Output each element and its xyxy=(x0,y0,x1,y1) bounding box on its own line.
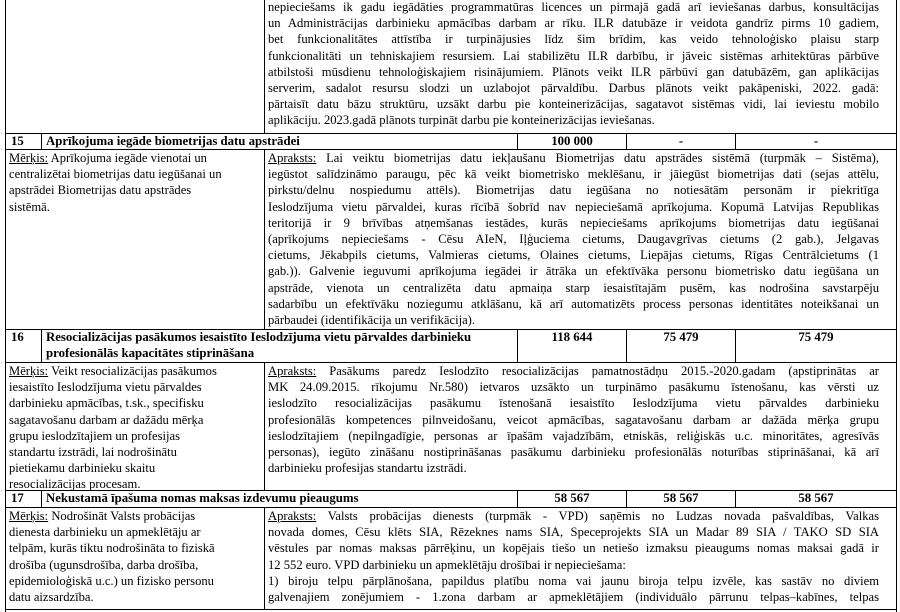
text-line: ieslodzīto resocializācijas pasākumu īstenošanā iesaistīto Ieslodzījuma vietu pārvaldes darbinieku xyxy=(268,396,879,411)
value-cell: 118 644 xyxy=(551,330,593,344)
text-line: vēstules par nomas maksas pārrēķinu, un kopējais tiešo un netiešo izmaksu pieaugums nomas maksai gadā ir xyxy=(268,541,879,556)
text-line: gab.)). Galvenie ieguvumi aprīkojuma iegādei ir ātrāka un efektīvāka personu biometrisko datu iegūšana un xyxy=(268,264,879,279)
goal-cell xyxy=(9,508,261,605)
text-line: sistēmā. xyxy=(9,199,50,214)
text-line: (aprīkojums nepieciešams - Cēsu AIeN, Iļģuciema cietums, Daugavgrīvas cietums (2 gab.), Jelgavas xyxy=(268,232,879,247)
text-line: darbinieku profesijas standartu izstrādi. xyxy=(268,461,467,476)
text-line: Aprīkojuma iegāde vienotai un xyxy=(48,151,207,165)
text-line: Pasākums paredz Ieslodzīto resocializācijas pamatnostādņu 2015.-2020.gadam (apstiprinātas ar xyxy=(316,364,879,378)
column-divider xyxy=(264,149,265,330)
row-title xyxy=(46,330,471,361)
text-line: Veikt resocializācijas pasākumos xyxy=(48,364,217,378)
text-line: apstrādei Biometrijas datu apstrādes xyxy=(9,183,192,198)
text-line: galvenajiem zonējumiem - 1.zona darbam ar apmeklētājiem (individuālo pārrunu telpas–kabīnes, telpas xyxy=(268,590,879,605)
text-line: standartu izstrādi, lai nodrošinātu xyxy=(9,445,177,460)
column-divider xyxy=(41,329,42,363)
column-divider xyxy=(264,362,265,491)
text-line: profesionālās kompetences pilnveidošanu, veicot apmācības, sagatavošanu darbam ar dažāda mērķa grupu xyxy=(268,412,879,427)
text-line: centralizētai biometrijas datu iegūšanai un xyxy=(9,167,222,182)
value-cell: 58 567 xyxy=(798,491,834,505)
text-line: pārbaudei (identifikācija un verifikācija). xyxy=(268,313,475,328)
text-line: novada domes, Cēsu klēts SIA, Rēzeknes nams SIA, Speceprojekts SIA un Madar 89 SIA / TAKO SD SIA xyxy=(268,525,879,540)
text-line: darbinieku apmācības, t.sk., specifisku xyxy=(9,396,204,411)
table-border-bottom xyxy=(5,609,897,610)
text-line: pirkstu/delnu nospiedumu attēls). Biometrijas datu iegūšana no notiesātām personām ir piekritīga xyxy=(268,183,879,198)
row-number: 15 xyxy=(11,134,24,148)
text-line: bet funkcionalitātes attīstība ir turpinājusies līdz šim brīdim, kas veido tehnoloģisko plaisu starp xyxy=(268,32,879,47)
value-cell: 75 479 xyxy=(798,330,834,344)
description-cell xyxy=(268,150,879,328)
text-line: Nodrošināt Valsts probācijas xyxy=(48,509,196,523)
row-number: 16 xyxy=(11,330,24,344)
description-cell xyxy=(268,508,879,605)
description-label: Apraksts: xyxy=(268,364,317,378)
text-line: un Administrācijas darbinieku apmācības darbam ar rīku. ILR datubāze ir veidota gandrīz pirms 10 gadiem, xyxy=(268,16,879,31)
text-line: sadarbību un efektīvāku noziegumu atklāšanu, kā arī automatizēts process personas identitātes noteikšanai un xyxy=(268,296,879,311)
goal-label: Mērķis: xyxy=(9,364,49,378)
text-line: 1) biroju telpu pārplānošana, papildus platību noma vai jaunu biroja telpu izvēle, kas sastāv no diviem xyxy=(268,573,879,588)
row-title: Nekustamā īpašuma nomas maksas izdevumu pieaugums xyxy=(46,491,359,505)
value-cell: - xyxy=(813,134,819,148)
text-line: teritorijā ir 9 brīvības atņemšanas iestādes, kurās nepieciešams aprīkojums biometrijas datu iegūšanai xyxy=(268,215,879,230)
text-line: personas), iegūto zināšanu nostiprināšanas pasākumu darbinieku profesionālās noturības stiprināšanai, kā arī xyxy=(268,445,879,460)
text-line: iegūstot salīdzināmo paraugu, pēc kā veikt biometrisko meklēšanu, ir jāiegūst biometrijas dati (sejas attēlu, xyxy=(268,167,879,182)
title-line: Resocializācijas pasākumos iesaistīto Ieslodzījuma vietu pārvaldes darbinieku xyxy=(46,330,472,344)
value-cell: 100 000 xyxy=(551,134,593,148)
goal-cell xyxy=(9,363,261,493)
text-line: serverim, sadalot resursu slodzi un uzlabojot pārvaldību. Darbus plānots veikt pakāpeniski, 2022. gadā: xyxy=(268,81,879,96)
text-line: grupu ieslodzītajiem un profesijas xyxy=(9,428,181,443)
text-line: atbilstoši mūsdienu tehnoloģiskajiem risinājumiem. Plānots veikt ILR pārbūvi gan datubāzēm, gan aplikācijas xyxy=(268,64,879,79)
text-line: funkcionalitāti un tehniskajiem resursiem. Lai stabilizētu ILR darbību, ir jāveic sistēmas arhitektūras pārbūve xyxy=(268,48,879,63)
column-divider xyxy=(264,507,265,610)
goal-label: Mērķis: xyxy=(9,151,49,165)
description-label: Apraksts: xyxy=(268,509,317,523)
goal-label: Mērķis: xyxy=(9,509,49,523)
text-line: drošība (ugunsdrošība, darba drošība, xyxy=(9,557,199,572)
row-number: 17 xyxy=(11,491,24,505)
text-line: pietiekamu darbinieku skaitu xyxy=(9,461,156,476)
description-cell xyxy=(268,363,879,476)
row-title: Aprīkojuma iegāde biometrijas datu apstrādei xyxy=(46,134,300,148)
text-line: cietums, Jēkabpils cietums, Valmieras cietums, Olaines cietums, Liepājas cietums, Rīgas Centrālcietums (1 xyxy=(268,248,879,263)
text-line: MK 24.09.2015. rīkojumu Nr.580) ietvaros uzsākto un turpināmo pasākumu īstenošanu, kas vērsti uz xyxy=(268,380,879,395)
value-cell: 58 567 xyxy=(554,491,590,505)
text-line: aplikāciju. 2023.gadā plānots turpināt darbu pie konteinerizācijas ieviešanas. xyxy=(268,113,655,128)
text-line: apstrāde, vienota un centralizēta datu apmaiņa starp iesaistītajām pusēm, kas nodrošina savstarpēju xyxy=(268,280,879,295)
value-cell: 75 479 xyxy=(663,330,699,344)
text-line: sagatavošanu darbam ar dažādu mērķa xyxy=(9,412,204,427)
text-line: epidemioloģiskā u.c.) un fizisko personu xyxy=(9,573,214,588)
value-cell: 58 567 xyxy=(663,491,699,505)
description-continuation xyxy=(268,0,879,129)
text-line: pārtaisīt datu bāzu struktūru, uzsākt darbu pie konteinerizācijas, sagatavot sistēmas vidi, lai ieviestu mobilo xyxy=(268,97,879,112)
goal-cell xyxy=(9,150,261,215)
text-line: ieslodzītajiem (nepilngadīgie, personas ar īpašām vajadzībām, etniskās, reliģiskās u.c. minoritātes, agresīvās xyxy=(268,428,879,443)
text-line: iesaistīto Ieslodzījuma vietu pārvaldes xyxy=(9,380,202,395)
text-line: datu aizsardzība. xyxy=(9,590,94,605)
title-line: profesionālās kapacitātes stiprināšana xyxy=(46,345,255,360)
value-cell: - xyxy=(678,134,684,148)
text-line: 12 552 euro. VPD darbinieku un apmeklētāju drošībai ir nepieciešama: xyxy=(268,557,626,572)
text-line: dienesta darbinieku un apmeklētāju ar xyxy=(9,525,201,540)
description-label: Apraksts: xyxy=(268,151,317,165)
column-divider xyxy=(41,133,42,150)
text-line: nepieciešams ik gadu iegādāties programmatūras licences un pirmajā gadā arī ieviešanas darbus, konsultācijas xyxy=(268,0,879,14)
table-border-left xyxy=(5,0,6,612)
text-line: Ieslodzījuma vietu pārvaldei, kuras rīcībā šobrīd nav nepieciešamā aprīkojuma. Kopumā Latvijas Republikas xyxy=(268,199,879,214)
table-border-right xyxy=(896,0,897,612)
text-line: resocializācijas procesam. xyxy=(9,477,141,492)
column-divider xyxy=(41,490,42,508)
text-line: Lai veiktu biometrijas datu iekļaušanu Biometrijas datu apstrādes sistēmā (turpmāk – Sistēma), xyxy=(316,151,879,165)
text-line: telpām, kurās tiktu nodrošināta to fiziskā xyxy=(9,541,215,556)
text-line: Valsts probācijas dienests (turpmāk - VPD) saņēmis no Ludzas novada pašvaldības, Valkas xyxy=(316,509,879,523)
column-divider xyxy=(264,0,265,134)
